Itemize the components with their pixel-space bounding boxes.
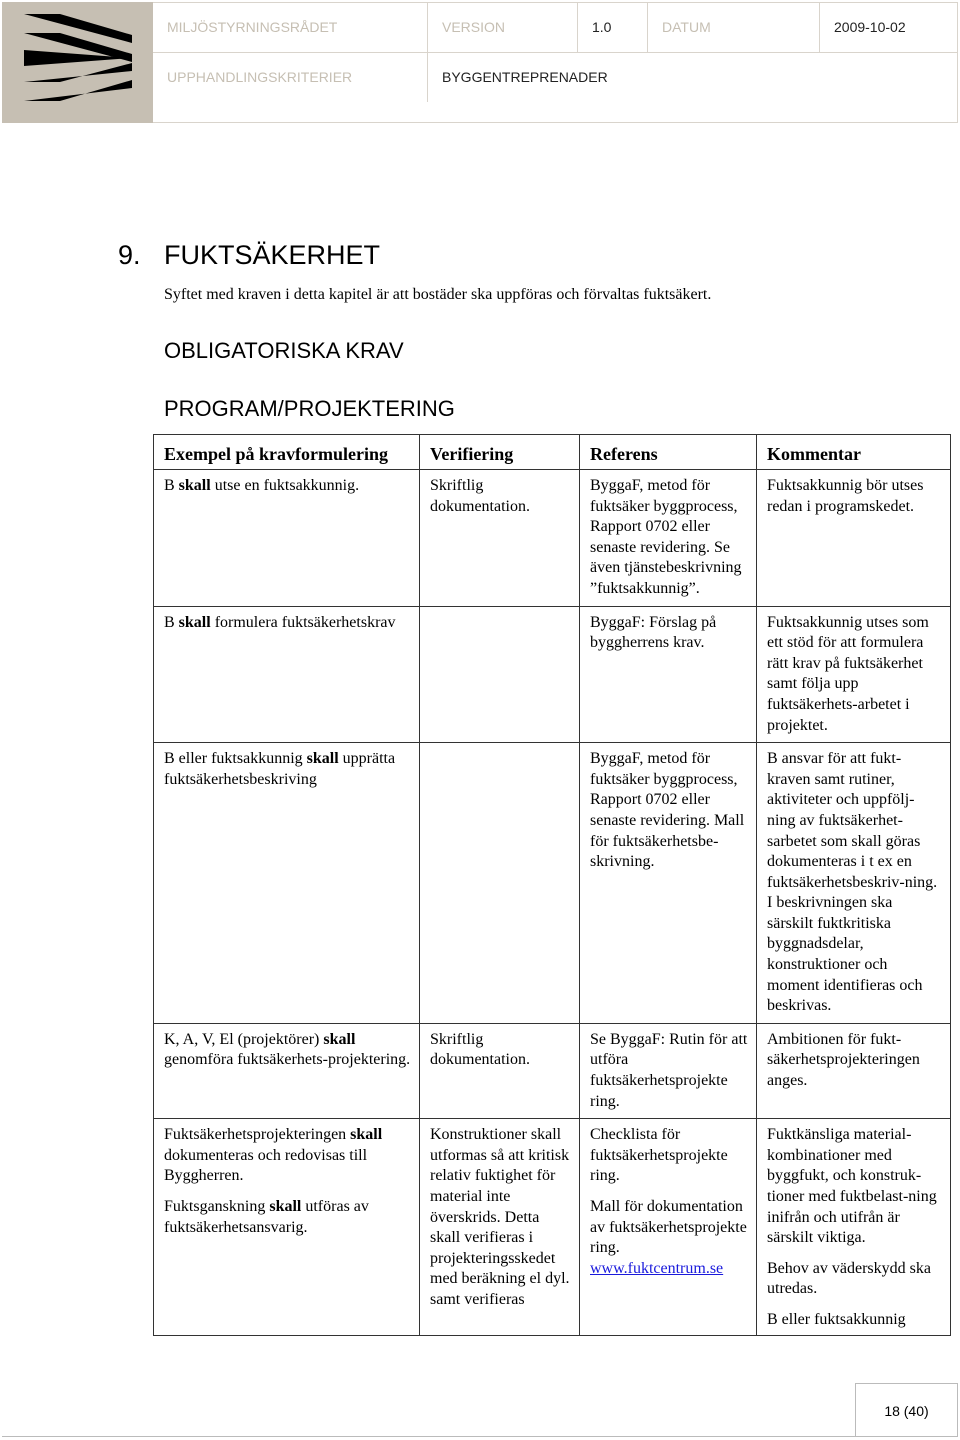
cell-verification <box>420 470 580 607</box>
table-row <box>154 1119 951 1335</box>
requirement-text: Fuktsäkerhetsprojekteringen <box>164 1126 351 1144</box>
column-header-comment: Kommentar <box>757 435 951 470</box>
chapter-intro: Syftet med kraven i detta kapitel är att bostäder ska uppföras och förvaltas fuktsäkert. <box>164 286 712 303</box>
cell-reference <box>580 470 757 607</box>
comment-text: Fuktsakkunnig utses som ett stöd för att formulera rätt krav på fuktsäkerhet samt följa upp fuktsäkerhets-arbetet i projektet. <box>767 613 929 734</box>
section-heading-mandatory: OBLIGATORISKA KRAV <box>164 338 404 363</box>
header-version-value: 1.0 <box>578 2 648 52</box>
comment-text: Fuktsakkunnig bör utses redan i programskedet. <box>767 477 924 515</box>
requirement-text: utse en fuktsakkunnig. <box>210 477 360 494</box>
document-header <box>0 0 960 124</box>
cell-reference <box>580 1023 757 1118</box>
verification-text: Skriftlig dokumentation. <box>430 477 530 515</box>
cell-reference <box>580 606 757 743</box>
reference-link[interactable]: www.fuktcentrum.se <box>590 1259 724 1277</box>
table-row <box>154 743 951 1024</box>
table-row <box>154 470 951 607</box>
reference-text: ByggaF, metod för fuktsäker byggprocess, Rapport 0702 eller senaste revidering. Mall för fuktsäkerhetsbe-skrivning. <box>590 750 745 871</box>
requirement-text: B eller fuktsakkunnig <box>164 750 307 768</box>
cell-requirement <box>154 606 420 743</box>
cell-verification <box>420 1119 580 1335</box>
requirement-keyword: skall <box>350 1126 383 1144</box>
requirement-paragraph <box>164 1030 411 1071</box>
cell-requirement <box>154 743 420 1024</box>
cell-comment <box>757 470 951 607</box>
verification-text: Konstruktioner skall utformas så att kritisk relativ fuktighet för material inte överskrids. Detta skall verifieras i projekteringsskedet med beräkning el dyl. samt verifieras <box>430 1126 570 1308</box>
requirement-text: B <box>164 613 179 631</box>
requirement-keyword: skall <box>178 477 211 494</box>
requirement-paragraph <box>164 1197 411 1238</box>
chapter-number: 9. <box>118 240 141 270</box>
cell-requirement <box>154 1119 420 1335</box>
comment-text: Behov av väderskydd ska utredas. <box>767 1259 931 1298</box>
header-grid <box>153 2 958 123</box>
cell-reference <box>580 1119 757 1335</box>
column-header-reference: Referens <box>580 435 757 470</box>
requirement-keyword: skall <box>306 750 339 768</box>
requirement-text: upprätta fuktsäkerhetsbeskriving <box>164 750 396 788</box>
header-section: UPPHANDLINGSKRITERIER <box>153 52 428 102</box>
cell-requirement <box>154 1023 420 1118</box>
comment-text: Ambitionen för fukt-säkerhetsprojekteringen anges. <box>767 1030 920 1090</box>
chapter-title <box>118 240 380 271</box>
chapter-title-text: FUKTSÄKERHET <box>164 240 381 270</box>
requirement-text: formulera fuktsäkerhetskrav <box>210 613 396 631</box>
header-divider <box>153 52 958 53</box>
header-date-value: 2009-10-02 <box>834 19 906 35</box>
column-header-verification: Verifiering <box>420 435 580 470</box>
requirement-text: utföras av fuktsäkerhetsansvarig. <box>164 1198 369 1236</box>
requirement-keyword: skall <box>269 1198 302 1215</box>
header-org: MILJÖSTYRNINGSRÅDET <box>153 2 428 52</box>
header-date-label: DATUM <box>648 2 820 52</box>
requirement-text: Fuktsganskning <box>164 1198 270 1215</box>
header-subsection: BYGGENTREPRENADER <box>442 69 608 85</box>
requirement-paragraph <box>164 749 411 790</box>
comment-text: B ansvar för att fukt-kraven samt rutiner, aktiviteter och uppfölj-ning av fuktsäkerhet-sarbetet som skall göras dokumenteras i t ex en fuktsäkerhetsbeskriv-ning. I beskrivningen ska särskilt fuktkritiska byggnadsdelar, konstruktioner och moment identifieras och beskrivas. <box>767 750 938 1015</box>
reference-text: ByggaF, metod för fuktsäker byggprocess, Rapport 0702 eller senaste revidering. Se även tjänstebeskrivning ”fuktsakkunnig”. <box>590 477 742 597</box>
page-number: 18 (40) <box>855 1383 958 1437</box>
reference-text: Se ByggaF: Rutin för att utföra fuktsäkerhetsprojekte ring. <box>590 1030 748 1110</box>
table-row <box>154 606 951 743</box>
requirement-text: B <box>164 477 179 494</box>
requirement-keyword: skall <box>178 613 211 631</box>
comment-text: B eller fuktsakkunnig <box>767 1310 906 1328</box>
requirement-keyword: skall <box>323 1030 356 1048</box>
cell-comment <box>757 743 951 1024</box>
cell-verification <box>420 606 580 743</box>
comment-text: Fuktkänsliga material-kombinationer med byggfukt, och konstruk-tioner med fuktbelast-ning inifrån och utifrån är särskilt viktiga. <box>767 1126 937 1247</box>
cell-comment <box>757 1023 951 1118</box>
requirement-text: genomföra fuktsäkerhets-projektering. <box>164 1051 411 1069</box>
requirement-paragraph <box>164 476 411 497</box>
requirement-text: dokumenteras och redovisas till Byggherren. <box>164 1146 368 1185</box>
logo <box>2 2 153 123</box>
column-header-requirement: Exempel på kravformulering <box>154 435 420 470</box>
cell-verification <box>420 743 580 1024</box>
miljostyrningsradet-logo-icon <box>2 2 153 123</box>
cell-requirement <box>154 470 420 607</box>
reference-text: ByggaF: Förslag på byggherrens krav. <box>590 613 717 652</box>
requirement-paragraph <box>164 613 411 634</box>
table-header-row <box>154 435 951 470</box>
requirements-table <box>153 434 951 1336</box>
footer-line <box>2 1436 958 1437</box>
cell-comment <box>757 606 951 743</box>
cell-comment <box>757 1119 951 1335</box>
requirement-text: K, A, V, El (projektörer) <box>164 1030 324 1048</box>
verification-text: Skriftlig dokumentation. <box>430 1030 530 1069</box>
cell-verification <box>420 1023 580 1118</box>
header-version-label: VERSION <box>428 2 578 52</box>
reference-text: Checklista för fuktsäkerhetsprojekte ring. <box>590 1126 728 1185</box>
section-heading-program: PROGRAM/PROJEKTERING <box>164 396 455 421</box>
reference-text: Mall för dokumentation av fuktsäkerhetsprojekte ring. www.fuktcentrum.se <box>590 1198 747 1277</box>
table-row <box>154 1023 951 1118</box>
requirement-paragraph <box>164 1125 411 1187</box>
cell-reference <box>580 743 757 1024</box>
